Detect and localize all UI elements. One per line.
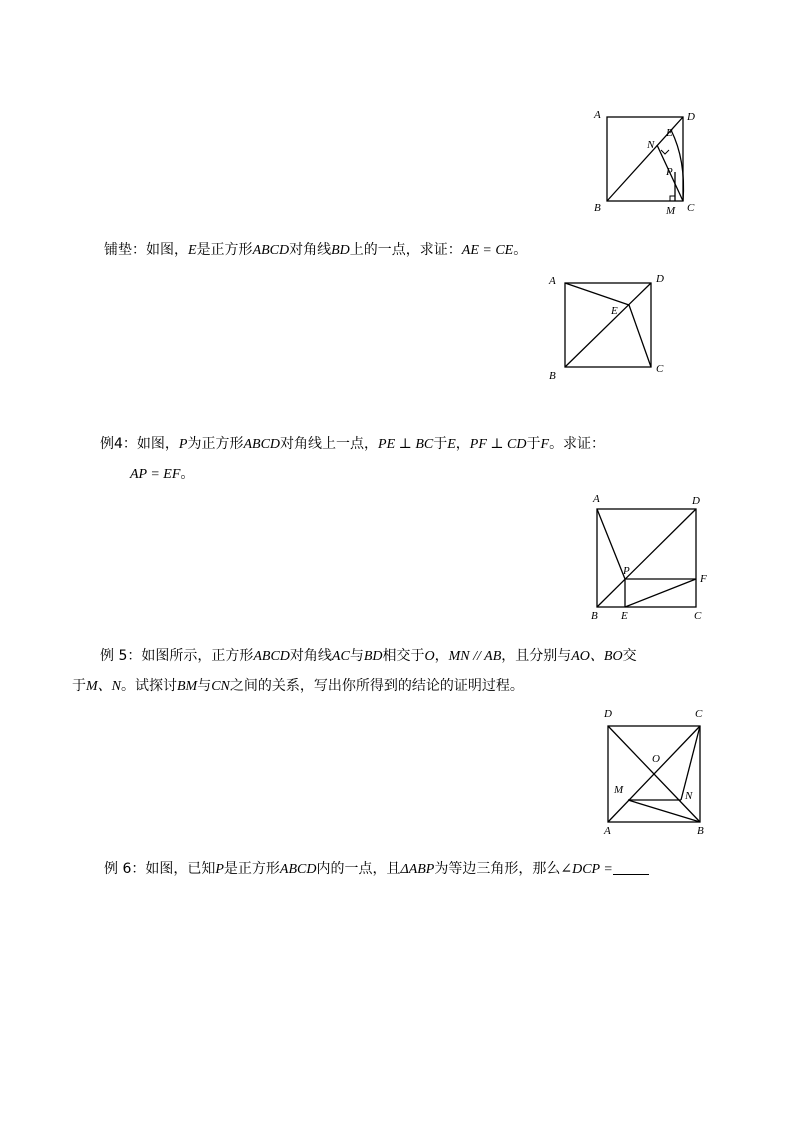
example-4-line-1: 例4：如图，P为正方形ABCD对角线上一点，PE ⊥ BC于E，PF ⊥ CD于F。求证：: [100, 436, 606, 452]
label-d: D: [656, 273, 664, 285]
label-o: O: [652, 753, 660, 765]
example-5-line-2: 于M、N。试探讨BM与CN之间的关系，写出你所得到的结论的证明过程。: [72, 678, 524, 694]
figure-4: [597, 704, 722, 839]
label-a: A: [594, 109, 601, 121]
label-n: N: [685, 790, 693, 802]
prep-text: 铺垫：如图，E是正方形ABCD对角线BD上的一点，求证：AE = CE。: [104, 242, 528, 258]
figure-1: [590, 108, 710, 218]
segment-ap: [597, 509, 625, 579]
segment-ec: [629, 305, 651, 367]
right-angle-m: [670, 196, 675, 201]
label-e: E: [621, 610, 628, 622]
diagonal-bd: [565, 283, 651, 367]
segment-ef: [625, 579, 696, 607]
label-b: B: [594, 202, 601, 214]
diagonal-bd: [597, 509, 696, 607]
label-d: D: [692, 495, 700, 507]
label-e: E: [611, 305, 618, 317]
label-m: M: [614, 784, 624, 796]
label-n: N: [647, 139, 655, 151]
figure-2: [545, 270, 675, 385]
label-c: C: [695, 708, 703, 720]
label-p: P: [623, 565, 630, 577]
label-a: A: [593, 493, 600, 505]
label-c: C: [656, 363, 664, 375]
label-b: B: [697, 825, 704, 837]
answer-blank[interactable]: [613, 860, 649, 875]
label-a: A: [604, 825, 611, 837]
example-6-text: 例 6：如图，已知P是正方形ABCD内的一点，且ΔABP为等边三角形，那么∠DCP =: [104, 857, 649, 882]
label-m: M: [666, 205, 676, 217]
label-d: D: [604, 708, 612, 720]
right-angle-n: [661, 150, 669, 154]
figure-3: [587, 490, 717, 625]
example-5-line-1: 例 5：如图所示，正方形ABCD对角线AC与BD相交于O，MN // AB，且分别与AO、BO交: [100, 648, 637, 664]
label-c: C: [694, 610, 702, 622]
label-b: B: [549, 370, 556, 382]
segment-nc: [681, 726, 700, 800]
label-a: A: [549, 275, 556, 287]
label-p: P: [666, 166, 673, 178]
label-d: D: [687, 111, 695, 123]
segment-ae: [565, 283, 629, 305]
label-b: B: [591, 610, 598, 622]
arc-ec: [671, 130, 684, 201]
label-e: E: [666, 127, 673, 139]
label-c: C: [687, 202, 695, 214]
example-4-line-2: AP = EF。: [130, 466, 195, 482]
label-f: F: [700, 573, 707, 585]
